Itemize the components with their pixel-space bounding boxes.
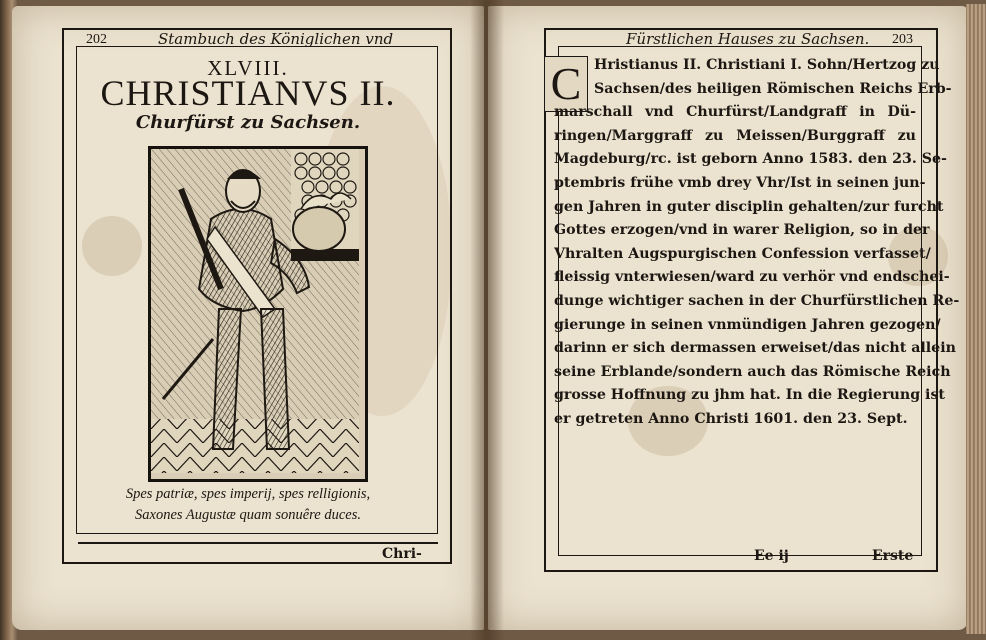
page-edges [966,4,986,634]
woodcut-portrait [148,146,368,482]
drop-cap: C [544,56,588,112]
ruler-name: CHRISTIANVS II. [100,73,396,113]
text-line: er getreten Anno Christi 1601. den 23. Sept. [554,410,908,427]
text-line: Gottes erzogen/vnd in warer Religion, so in der [554,222,930,239]
text-line: gen Jahren in guter disciplin gehalten/zur furcht [554,198,944,215]
text-line: ringen/Marggraff zu Meissen/Burggraff zu [554,127,916,144]
text-line: Vhralten Augspurgischen Confession verfasset/ [554,245,931,262]
text-line: marschall vnd Churfürst/Landgraff in Dü- [554,104,916,121]
rule [78,542,438,544]
text-line: ptembris frühe vmb drey Vhr/Ist in seinen jun- [554,174,926,191]
body-text [554,54,960,432]
left-page [12,6,484,630]
signature-mark: Ee ij [754,548,789,564]
motto-line-1: Spes patriæ, spes imperij, spes relligionis, [125,486,371,502]
text-line: grosse Hoffnung zu jhm hat. In die Regierung ist [554,387,945,404]
catchword: Erste [872,548,914,564]
text-line: Hristianus II. Christiani I. Sohn/Hertzog zu [594,57,940,73]
text-line: darinn er sich dermassen erweiset/das nicht allein [554,340,956,357]
chapter-numeral: XLVIII. [207,56,289,80]
text-line: Sachsen/des heiligen Römischen Reichs Erb- [594,80,952,97]
text-line: seine Erblande/sondern auch das Römische Reich [554,363,951,380]
text-line: fleissig vnterwiesen/ward zu verhör vnd endschei- [554,269,950,286]
ruler-title: Churfürst zu Sachsen. [135,112,361,133]
running-head: Fürstlichen Hauses zu Sachsen. [626,30,870,48]
running-head: Stambuch des Königlichen vnd [158,30,394,48]
catchword: Chri- [382,546,422,562]
text-line: dunge wichtiger sachen in der Churfürstlichen Re- [554,292,960,309]
portrait-illustration [151,149,359,473]
motto-line-2: Saxones Augustæ quam sonuêre duces. [135,507,361,523]
text-line: gierunge in seinen vnmündigen Jahren gezogen/ [554,316,941,333]
page-number: 203 [892,32,913,47]
right-page [488,6,968,630]
text-line: Magdeburg/rc. ist geborn Anno 1583. den 23. Se- [554,151,947,168]
page-number: 202 [86,32,107,47]
